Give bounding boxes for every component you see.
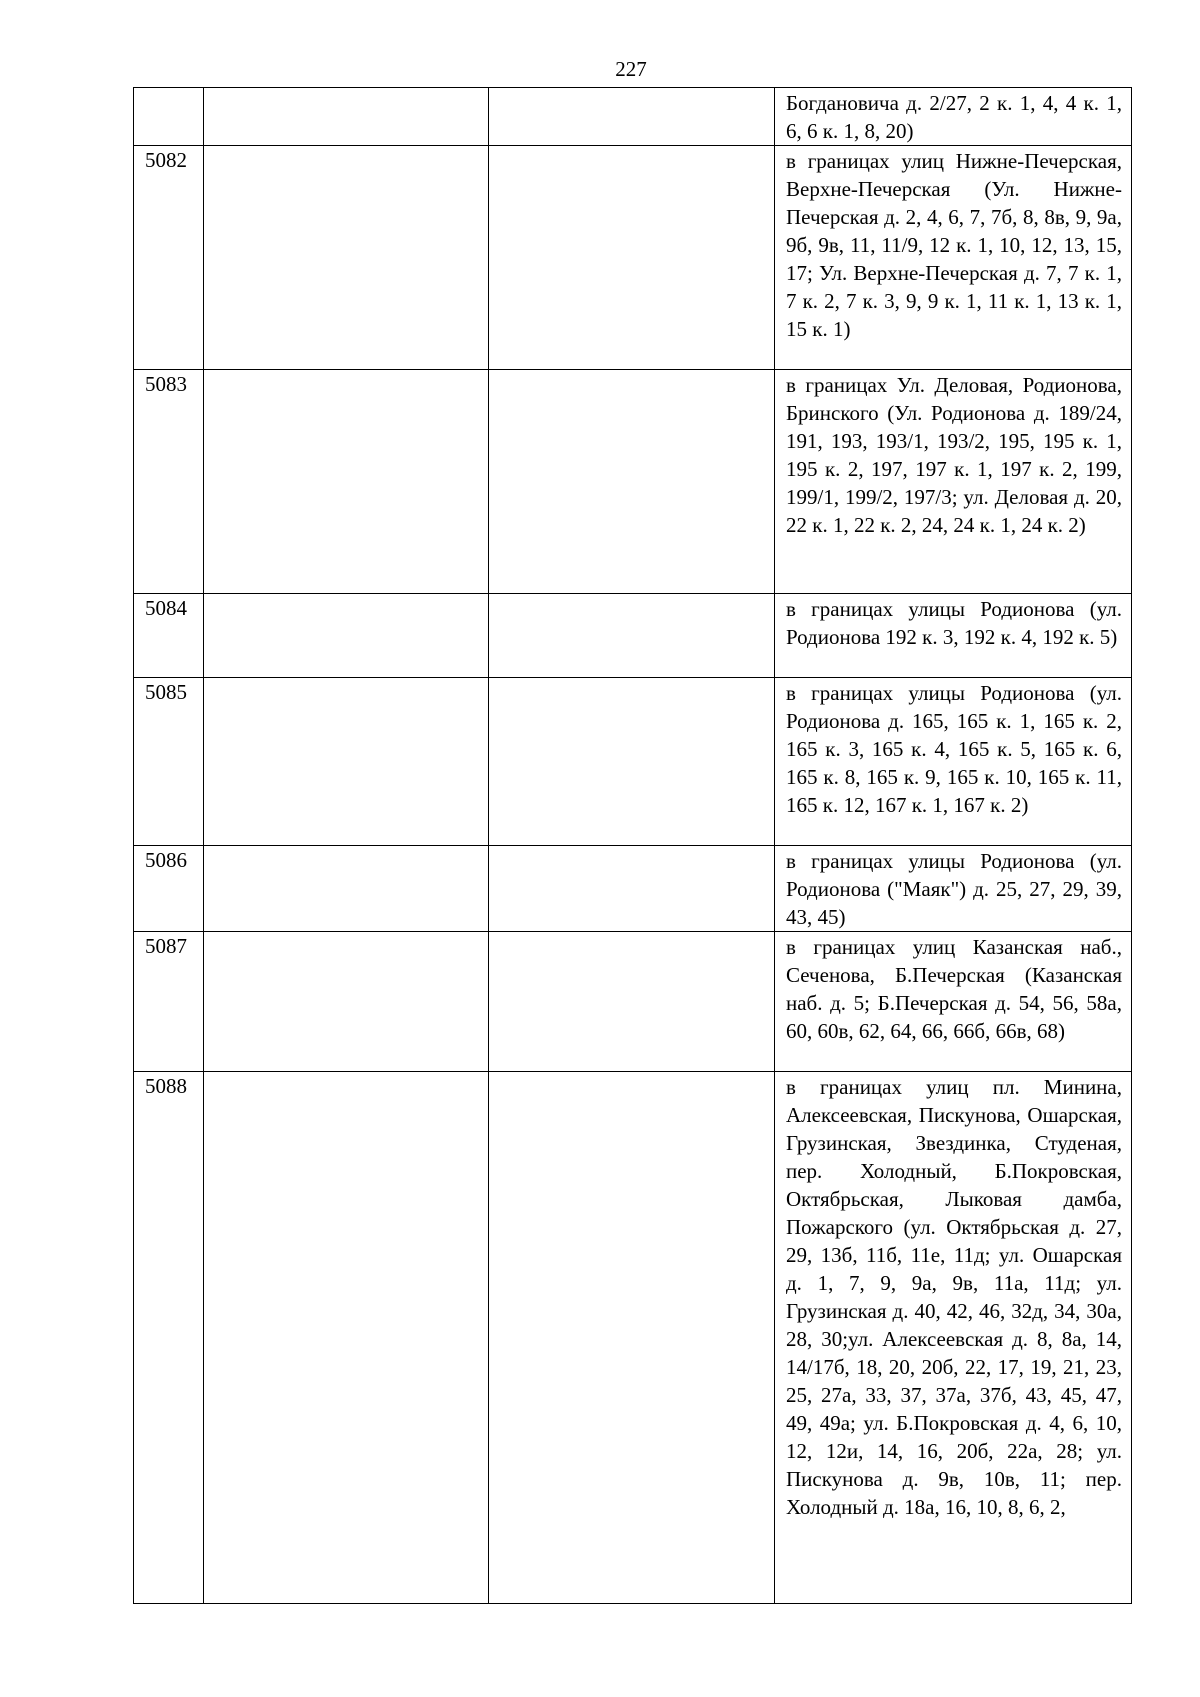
empty-cell bbox=[489, 594, 775, 678]
row-number: 5088 bbox=[134, 1072, 204, 1604]
empty-cell bbox=[204, 932, 489, 1072]
empty-cell bbox=[204, 146, 489, 370]
address-cell: в границах улицы Родионова (ул. Родионова ("Маяк") д. 25, 27, 29, 39, 43, 45) bbox=[775, 846, 1132, 932]
table-row bbox=[134, 846, 1132, 932]
row-number: 5086 bbox=[134, 846, 204, 932]
empty-cell bbox=[489, 678, 775, 846]
row-number bbox=[134, 88, 204, 146]
table-row bbox=[134, 1072, 1132, 1604]
row-number: 5083 bbox=[134, 370, 204, 594]
address-cell: в границах улиц Казанская наб., Сеченова, Б.Печерская (Казанская наб. д. 5; Б.Печерская д. 54, 56, 58а, 60, 60в, 62, 64, 66, 66б, 66в, 68) bbox=[775, 932, 1132, 1072]
empty-cell bbox=[489, 88, 775, 146]
empty-cell bbox=[489, 146, 775, 370]
empty-cell bbox=[204, 678, 489, 846]
page-number: 227 bbox=[615, 57, 647, 81]
table-row bbox=[134, 932, 1132, 1072]
row-number: 5085 bbox=[134, 678, 204, 846]
table-row bbox=[134, 146, 1132, 370]
empty-cell bbox=[204, 594, 489, 678]
empty-cell bbox=[204, 370, 489, 594]
empty-cell bbox=[489, 846, 775, 932]
address-cell: в границах улицы Родионова (ул. Родионова д. 165, 165 к. 1, 165 к. 2, 165 к. 3, 165 к. 4, 165 к. 5, 165 к. 6, 165 к. 8, 165 к. 9, 165 к. 10, 165 к. 11, 165 к. 12, 167 к. 1, 167 к. 2) bbox=[775, 678, 1132, 846]
table-row bbox=[134, 678, 1132, 846]
address-cell: Богдановича д. 2/27, 2 к. 1, 4, 4 к. 1, 6, 6 к. 1, 8, 20) bbox=[775, 88, 1132, 146]
address-cell: в границах Ул. Деловая, Родионова, Бринского (Ул. Родионова д. 189/24, 191, 193, 193/1, 193/2, 195, 195 к. 1, 195 к. 2, 197, 197 к. 1, 197 к. 2, 199, 199/1, 199/2, 197/3; ул. Деловая д. 20, 22 к. 1, 22 к. 2, 24, 24 к. 1, 24 к. 2) bbox=[775, 370, 1132, 594]
address-cell: в границах улиц Нижне-Печерская, Верхне-Печерская (Ул. Нижне-Печерская д. 2, 4, 6, 7, 7б, 8, 8в, 9, 9а, 9б, 9в, 11, 11/9, 12 к. 1, 10, 12, 13, 15, 17; Ул. Верхне-Печерская д. 7, 7 к. 1, 7 к. 2, 7 к. 3, 9, 9 к. 1, 11 к. 1, 13 к. 1, 15 к. 1) bbox=[775, 146, 1132, 370]
empty-cell bbox=[204, 1072, 489, 1604]
row-number: 5082 bbox=[134, 146, 204, 370]
empty-cell bbox=[204, 846, 489, 932]
empty-cell bbox=[489, 932, 775, 1072]
table-row bbox=[134, 88, 1132, 146]
row-number: 5087 bbox=[134, 932, 204, 1072]
empty-cell bbox=[489, 1072, 775, 1604]
row-number: 5084 bbox=[134, 594, 204, 678]
empty-cell bbox=[204, 88, 489, 146]
table-row bbox=[134, 370, 1132, 594]
table-row bbox=[134, 594, 1132, 678]
address-table bbox=[133, 87, 1132, 1604]
address-cell: в границах улиц пл. Минина, Алексеевская, Пискунова, Ошарская, Грузинская, Звездинка, Студеная, пер. Холодный, Б.Покровская, Октябрьская, Лыковая дамба, Пожарского (ул. Октябрьская д. 27, 29, 13б, 11б, 11е, 11д; ул. Ошарская д. 1, 7, 9, 9а, 9в, 11а, 11д; ул. Грузинская д. 40, 42, 46, 32д, 34, 30а, 28, 30;ул. Алексеевская д. 8, 8а, 14, 14/17б, 18, 20, 20б, 22, 17, 19, 21, 23, 25, 27а, 33, 37, 37а, 37б, 43, 45, 47, 49, 49а; ул. Б.Покровская д. 4, 6, 10, 12, 12и, 14, 16, 20б, 22а, 28; ул. Пискунова д. 9в, 10в, 11; пер. Холодный д. 18а, 16, 10, 8, 6, 2, bbox=[775, 1072, 1132, 1604]
address-cell: в границах улицы Родионова (ул. Родионова 192 к. 3, 192 к. 4, 192 к. 5) bbox=[775, 594, 1132, 678]
empty-cell bbox=[489, 370, 775, 594]
